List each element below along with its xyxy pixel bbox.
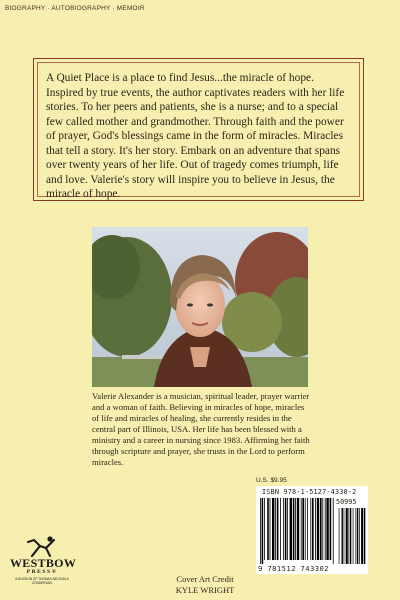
- barcode-bar: [320, 498, 322, 560]
- barcode-bar: [322, 498, 323, 560]
- barcode-addon-bar: [359, 508, 360, 564]
- barcode-addon-bar: [356, 508, 357, 564]
- barcode-addon-bar: [361, 508, 363, 564]
- barcode-bar: [285, 498, 287, 560]
- barcode-bar: [330, 498, 332, 560]
- barcode-bar: [325, 498, 326, 560]
- publisher-press: PRESS®: [26, 569, 58, 575]
- barcode-bar: [290, 498, 292, 560]
- isbn-text: ISBN 978-1-5127-4330-2: [262, 488, 357, 496]
- barcode-bar: [293, 498, 295, 560]
- barcode-bar: [297, 498, 299, 560]
- price-label: U.S. $9.95: [256, 477, 287, 484]
- credit-label: Cover Art Credit: [176, 574, 234, 584]
- barcode-bar: [333, 498, 334, 564]
- barcode-bar: [302, 498, 304, 560]
- logo-figure-icon: [10, 534, 74, 558]
- publisher-division: A DIVISION OF THOMAS NELSON & ZONDERVAN: [15, 577, 69, 585]
- barcode-bar: [312, 498, 314, 560]
- barcode-addon-bar: [344, 508, 345, 564]
- barcode-bar: [315, 498, 316, 560]
- publisher-name: WESTBOW: [10, 556, 77, 570]
- barcode-bar: [301, 498, 302, 560]
- barcode-bar: [275, 498, 276, 560]
- barcode-bar: [295, 498, 296, 560]
- barcode-bar: [307, 498, 308, 560]
- barcode-addon-bar: [346, 508, 348, 564]
- barcode-bar: [310, 498, 311, 560]
- barcode-bar: [267, 498, 269, 560]
- barcode-bar: [287, 498, 288, 560]
- cover-art-credit: [150, 574, 260, 595]
- author-photo: [92, 227, 308, 387]
- barcode-bar: [277, 498, 279, 560]
- blurb-text: A Quiet Place is a place to find Jesus...the miracle of hope. Inspired by true events, the author captivates readers with her life stories. To her peers and patients, she is a nurse; and to a special few called mother and grandmother. Through faith and the power of prayer, God's blessings came in the form of miracles. Miracles that tell a story. It's her story. Embark on an adventure that spans over twenty years of her life. Out of tragedy comes triumph, life and love. Valerie's story will inspire you to believe in Jesus, the miracle of hope.: [46, 72, 345, 200]
- barcode-addon-bar: [353, 508, 354, 564]
- barcode-addon-bar: [342, 508, 343, 564]
- barcode-addon-bar: [349, 508, 350, 564]
- barcode-bar: [270, 498, 271, 560]
- isbn-barcode: [256, 486, 368, 574]
- barcode-bar: [280, 498, 281, 560]
- ean-digits: 9 781512 743302: [258, 564, 329, 573]
- barcode-addon-bar: [339, 508, 340, 564]
- barcode-bar: [272, 498, 274, 560]
- barcode-addon-bar: [350, 508, 351, 564]
- barcode-addon-bar: [357, 508, 358, 564]
- barcode-bars: [260, 498, 366, 564]
- blurb-box: [33, 58, 364, 201]
- barcode-bar: [260, 498, 261, 564]
- barcode-bar: [283, 498, 284, 560]
- author-photo-illustration: [92, 227, 308, 387]
- barcode-bar: [264, 498, 265, 560]
- addon-digits: 50995: [336, 498, 357, 506]
- barcode-bar: [317, 498, 319, 560]
- publisher-logo: [10, 534, 77, 596]
- barcode-bar: [326, 498, 328, 560]
- author-bio: Valerie Alexander is a musician, spiritual leader, prayer warrier and a woman of faith. Believing in miracles of hope, miracles of life and miracles of healing, she currently resides in the central part of Illinois, USA. Her life has been blessed with a ministry and a career in nursing since 1983. Affirming her faith through scripture and prayer, she trusts in the Lord to perform miracles.: [92, 391, 310, 467]
- blurb-inner-frame: [37, 62, 360, 200]
- barcode-bar: [262, 498, 264, 564]
- barcode-bar: [305, 498, 306, 560]
- credit-name: KYLE WRIGHT: [175, 584, 235, 595]
- barcode-bars-svg: [260, 498, 366, 564]
- barcode-addon-bar: [364, 508, 365, 564]
- genre-label: BIOGRAPHY · AUTOBIOGRAPHY · MEMOIR: [5, 5, 145, 12]
